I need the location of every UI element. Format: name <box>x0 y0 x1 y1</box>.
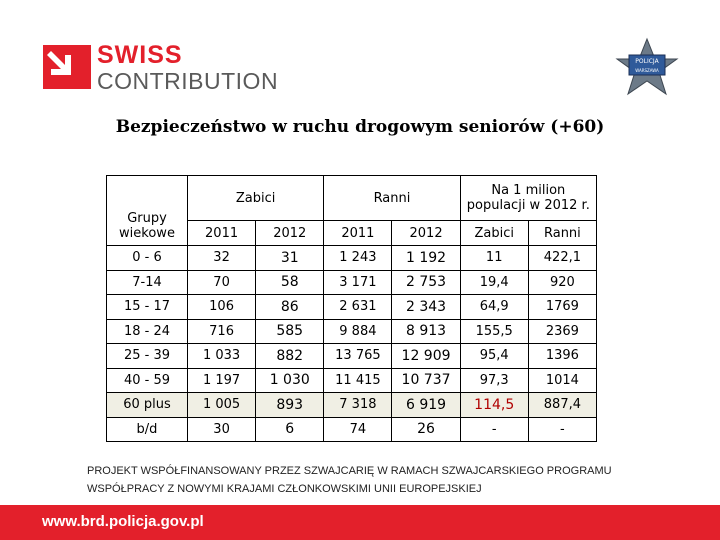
per-million-killed-cell-highlight: 114,5 <box>460 393 528 418</box>
age-group-cell: 25 - 39 <box>107 344 188 369</box>
injured-2011-cell: 7 318 <box>324 393 392 418</box>
year-cell: 2011 <box>324 221 392 246</box>
table-row <box>107 295 597 320</box>
footer-url-link[interactable]: www.brd.policja.gov.pl <box>42 513 204 530</box>
header-per-million: Na 1 milion populacji w 2012 r. <box>460 176 596 221</box>
per-million-killed-cell: 155,5 <box>460 319 528 344</box>
brand-line-2: CONTRIBUTION <box>97 68 279 94</box>
project-note-line-2: WSPÓŁPRACY Z NOWYMI KRAJAMI CZŁONKOWSKIMI UNII EUROPEJSKIEJ <box>87 483 482 495</box>
killed-2012-cell: 1 030 <box>256 368 324 393</box>
header-age-groups: Grupy wiekowe <box>107 176 188 246</box>
table-header-row <box>107 176 597 221</box>
footer-bar <box>0 505 720 540</box>
injured-2011-cell: 74 <box>324 417 392 442</box>
per-million-injured-cell: 920 <box>528 270 596 295</box>
svg-text:POLICJA: POLICJA <box>635 58 659 65</box>
per-million-killed-cell: 97,3 <box>460 368 528 393</box>
per-million-injured-cell: 2369 <box>528 319 596 344</box>
per-million-killed-header: Zabici <box>460 221 528 246</box>
table-row <box>107 270 597 295</box>
killed-2011-cell: 1 197 <box>188 368 256 393</box>
page-title: Bezpieczeństwo w ruchu drogowym seniorów (+60) <box>115 117 605 137</box>
killed-2011-cell: 32 <box>188 246 256 271</box>
killed-2011-cell: 106 <box>188 295 256 320</box>
per-million-injured-cell: 887,4 <box>528 393 596 418</box>
statistics-table <box>106 175 597 442</box>
per-million-injured-cell: 422,1 <box>528 246 596 271</box>
injured-2012-cell: 26 <box>392 417 460 442</box>
year-cell: 2011 <box>188 221 256 246</box>
injured-2012-cell: 2 343 <box>392 295 460 320</box>
killed-2012-cell: 6 <box>256 417 324 442</box>
age-group-cell: 40 - 59 <box>107 368 188 393</box>
killed-2012-cell: 882 <box>256 344 324 369</box>
table-row <box>107 344 597 369</box>
killed-2011-cell: 1 033 <box>188 344 256 369</box>
project-note <box>87 462 687 498</box>
injured-2011-cell: 3 171 <box>324 270 392 295</box>
per-million-injured-cell: - <box>528 417 596 442</box>
year-cell: 2012 <box>256 221 324 246</box>
arrow-mark-icon <box>43 45 91 89</box>
brand-line-1: SWISS <box>97 41 183 69</box>
table-row <box>107 417 597 442</box>
injured-2011-cell: 9 884 <box>324 319 392 344</box>
per-million-injured-header: Ranni <box>528 221 596 246</box>
injured-2012-cell: 6 919 <box>392 393 460 418</box>
injured-2011-cell: 2 631 <box>324 295 392 320</box>
per-million-injured-cell: 1014 <box>528 368 596 393</box>
age-group-cell: 60 plus <box>107 393 188 418</box>
per-million-killed-cell: 64,9 <box>460 295 528 320</box>
header-killed: Zabici <box>188 176 324 221</box>
per-million-killed-cell: - <box>460 417 528 442</box>
injured-2011-cell: 11 415 <box>324 368 392 393</box>
injured-2012-cell: 1 192 <box>392 246 460 271</box>
age-group-cell: b/d <box>107 417 188 442</box>
table-row-highlighted <box>107 393 597 418</box>
killed-2011-cell: 716 <box>188 319 256 344</box>
age-group-cell: 7-14 <box>107 270 188 295</box>
table-row <box>107 368 597 393</box>
per-million-killed-cell: 19,4 <box>460 270 528 295</box>
injured-2012-cell: 12 909 <box>392 344 460 369</box>
injured-2011-cell: 1 243 <box>324 246 392 271</box>
killed-2011-cell: 70 <box>188 270 256 295</box>
injured-2012-cell: 8 913 <box>392 319 460 344</box>
svg-text:WARSZAWA: WARSZAWA <box>635 68 659 73</box>
age-group-cell: 15 - 17 <box>107 295 188 320</box>
table-row <box>107 319 597 344</box>
per-million-injured-cell: 1396 <box>528 344 596 369</box>
header-injured: Ranni <box>324 176 460 221</box>
project-note-line-1: PROJEKT WSPÓŁFINANSOWANY PRZEZ SZWAJCARIĘ W RAMACH SZWAJCARSKIEGO PROGRAMU <box>87 465 612 477</box>
age-group-cell: 0 - 6 <box>107 246 188 271</box>
age-group-cell: 18 - 24 <box>107 319 188 344</box>
killed-2012-cell: 31 <box>256 246 324 271</box>
table-row <box>107 246 597 271</box>
per-million-killed-cell: 11 <box>460 246 528 271</box>
killed-2011-cell: 1 005 <box>188 393 256 418</box>
per-million-injured-cell: 1769 <box>528 295 596 320</box>
killed-2012-cell: 893 <box>256 393 324 418</box>
injured-2012-cell: 2 753 <box>392 270 460 295</box>
per-million-killed-cell: 95,4 <box>460 344 528 369</box>
killed-2011-cell: 30 <box>188 417 256 442</box>
police-badge-icon <box>612 37 682 107</box>
year-cell: 2012 <box>392 221 460 246</box>
killed-2012-cell: 86 <box>256 295 324 320</box>
swiss-contribution-logo-icon <box>43 45 91 89</box>
injured-2012-cell: 10 737 <box>392 368 460 393</box>
injured-2011-cell: 13 765 <box>324 344 392 369</box>
killed-2012-cell: 585 <box>256 319 324 344</box>
killed-2012-cell: 58 <box>256 270 324 295</box>
